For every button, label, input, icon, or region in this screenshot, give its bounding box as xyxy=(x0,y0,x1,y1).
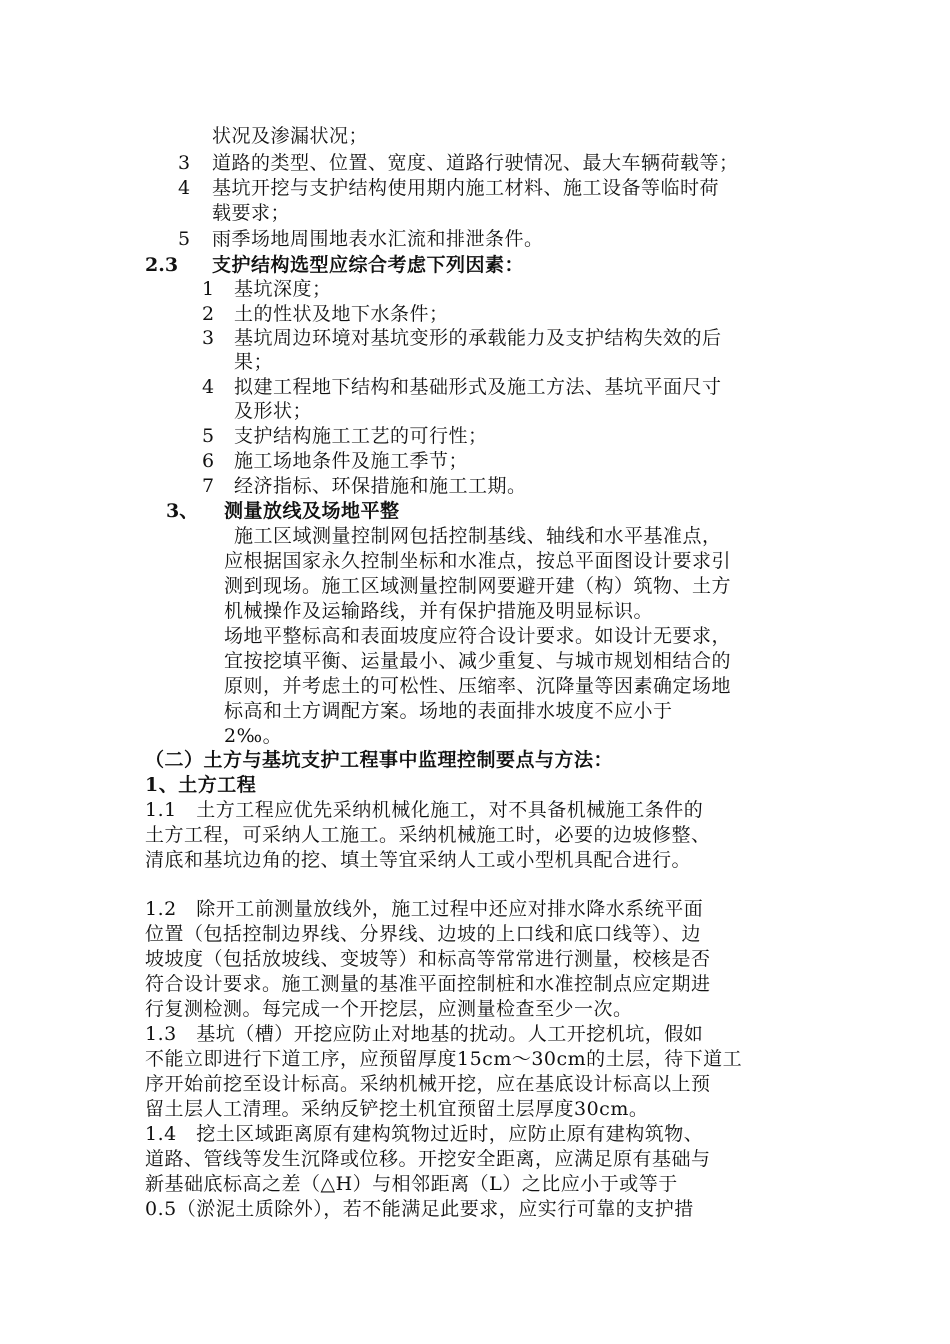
section-3-para2-line5: 2‰。 xyxy=(224,725,283,747)
para-1-2-line4: 符合设计要求。施工测量的基准平面控制桩和水准控制点应定期进 xyxy=(145,973,711,995)
factor-4-text-line1: 拟建工程地下结构和基础形式及施工方法、基坑平面尺寸 xyxy=(234,376,722,398)
item-4-text-line2: 载要求； xyxy=(212,202,291,224)
section-2-3-heading: 支护结构选型应综合考虑下列因素： xyxy=(212,254,525,276)
section-2-3-number: 2.3 xyxy=(145,254,179,276)
para-1-2-line1: 1.2 除开工前测量放线外，施工过程中还应对排水降水系统平面 xyxy=(145,898,704,920)
section-3-para1-line2: 应根据国家永久控制坐标和水准点，按总平面图设计要求引 xyxy=(224,550,732,572)
section-3-para2-line4: 标高和土方调配方案。场地的表面排水坡度不应小于 xyxy=(224,700,673,722)
para-1-4-line2: 道路、管线等发生沉降或位移。开挖安全距离，应满足原有基础与 xyxy=(145,1148,711,1170)
factor-7-text: 经济指标、环保措施和施工工期。 xyxy=(234,475,527,497)
item-4-text-line1: 基坑开挖与支护结构使用期内施工材料、施工设备等临时荷 xyxy=(212,177,720,199)
factor-1-number: 1 xyxy=(202,278,215,300)
section-3-heading: 测量放线及场地平整 xyxy=(224,500,400,522)
factor-2-number: 2 xyxy=(202,303,215,325)
factor-2-text: 土的性状及地下水条件； xyxy=(234,303,449,325)
item-5-text: 雨季场地周围地表水汇流和排泄条件。 xyxy=(212,228,544,250)
factor-3-text-line2: 果； xyxy=(234,351,274,373)
section-3-para2-line1: 场地平整标高和表面坡度应符合设计要求。如设计无要求， xyxy=(224,625,732,647)
para-1-3-line1: 1.3 基坑（槽）开挖应防止对地基的扰动。人工开挖机坑，假如 xyxy=(145,1023,704,1045)
item-5-number: 5 xyxy=(178,228,191,250)
para-1-4-line3: 新基础底标高之差（△H）与相邻距离（L）之比应小于或等于 xyxy=(145,1173,678,1195)
para-1-2-line2: 位置（包括控制边界线、分界线、边坡的上口线和底口线等）、边 xyxy=(145,923,702,945)
para-1-3-line2: 不能立即进行下道工序，应预留厚度15cm～30cm的土层，待下道工 xyxy=(145,1048,743,1070)
factor-6-number: 6 xyxy=(202,450,215,472)
item-3-text: 道路的类型、位置、宽度、道路行驶情况、最大车辆荷载等； xyxy=(212,152,739,174)
item-3-number: 3 xyxy=(178,152,191,174)
para-1-1-line3: 清底和基坑边角的挖、填土等宜采纳人工或小型机具配合进行。 xyxy=(145,849,692,871)
para-1-4-line1: 1.4 挖土区域距离原有建构筑物过近时，应防止原有建构筑物、 xyxy=(145,1123,704,1145)
factor-4-text-line2: 及形状； xyxy=(234,400,313,422)
section-3-para1-line3: 测到现场。施工区域测量控制网要避开建（构）筑物、土方 xyxy=(224,575,732,597)
factor-4-number: 4 xyxy=(202,376,215,398)
factor-5-number: 5 xyxy=(202,425,215,447)
para-1-4-line4: 0.5（淤泥土质除外），若不能满足此要求，应实行可靠的支护措 xyxy=(145,1198,694,1220)
factor-6-text: 施工场地条件及施工季节； xyxy=(234,450,469,472)
para-1-2-line3: 坡坡度（包括放坡线、变坡等）和标高等常常进行测量，校核是否 xyxy=(145,948,711,970)
item-4-number: 4 xyxy=(178,177,191,199)
para-1-2-line5: 行复测检测。每完成一个开挖层，应测量检查至少一次。 xyxy=(145,998,633,1020)
section-3-para2-line2: 宜按挖填平衡、运量最小、减少重复、与城市规划相结合的 xyxy=(224,650,732,672)
part-2-subheading: 1、土方工程 xyxy=(145,774,257,796)
section-3-number: 3、 xyxy=(166,500,199,522)
item-2-continuation: 状况及渗漏状况； xyxy=(212,125,369,147)
factor-3-number: 3 xyxy=(202,327,215,349)
section-3-para1-line4: 机械操作及运输路线，并有保护措施及明显标识。 xyxy=(224,600,654,622)
para-1-3-line4: 留土层人工清理。采纳反铲挖土机宜预留土层厚度30cm。 xyxy=(145,1098,649,1120)
factor-5-text: 支护结构施工工艺的可行性； xyxy=(234,425,488,447)
para-1-1-line2: 土方工程，可采纳人工施工。采纳机械施工时，必要的边坡修整、 xyxy=(145,824,711,846)
para-1-3-line3: 序开始前挖至设计标高。采纳机械开挖，应在基底设计标高以上预 xyxy=(145,1073,711,1095)
factor-3-text-line1: 基坑周边环境对基坑变形的承载能力及支护结构失效的后 xyxy=(234,327,722,349)
section-3-para2-line3: 原则，并考虑土的可松性、压缩率、沉降量等因素确定场地 xyxy=(224,675,732,697)
section-3-para1-line1: 施工区域测量控制网包括控制基线、轴线和水平基准点， xyxy=(234,525,722,547)
para-1-1-line1: 1.1 土方工程应优先采纳机械化施工，对不具备机械施工条件的 xyxy=(145,799,704,821)
factor-7-number: 7 xyxy=(202,475,215,497)
part-2-heading: （二）土方与基坑支护工程事中监理控制要点与方法： xyxy=(145,749,614,771)
factor-1-text: 基坑深度； xyxy=(234,278,332,300)
